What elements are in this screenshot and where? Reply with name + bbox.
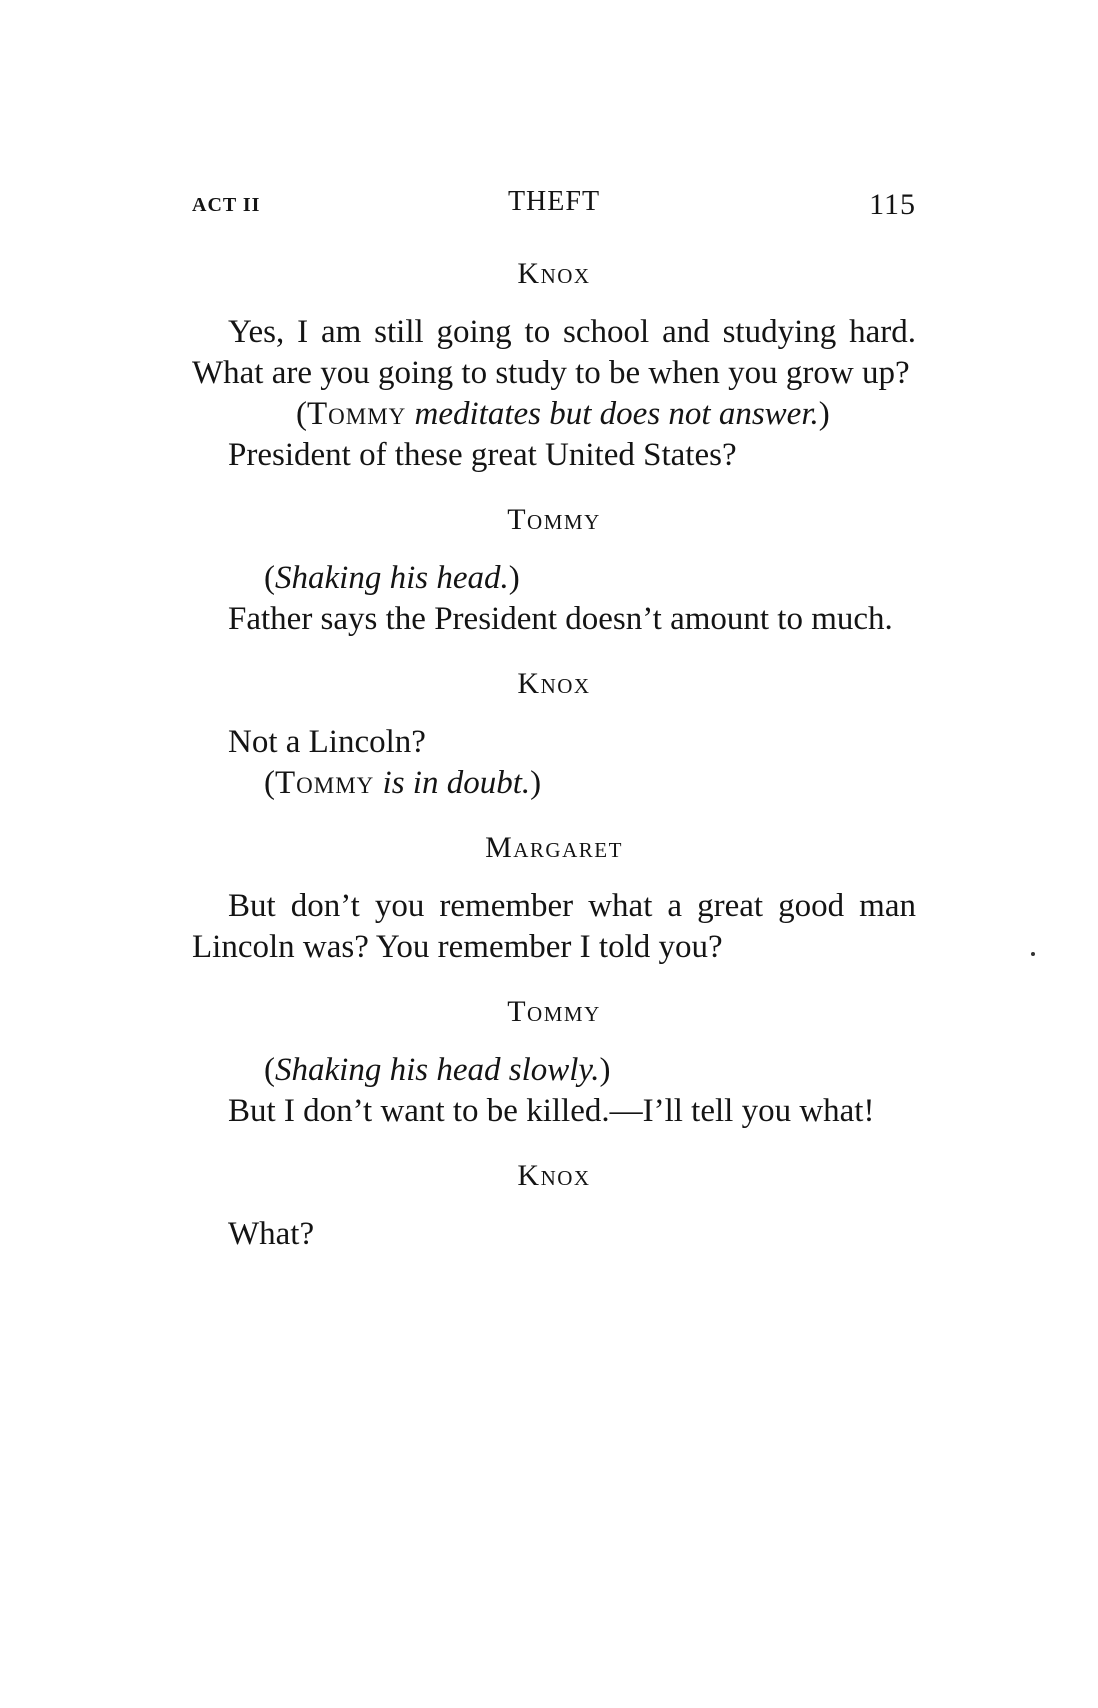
scan-speck (1031, 952, 1035, 956)
stage-text: Shaking his head. (275, 560, 509, 596)
dialogue-line: Father says the President doesn’t amount to much. (228, 601, 893, 637)
stage-text: meditates but does not answer. (414, 396, 819, 432)
speaker-name: Knox (517, 667, 591, 700)
dialogue-line: Not a Lincoln? (228, 724, 426, 760)
stage-direction: (Shaking his head.) (264, 560, 520, 596)
speaker-name: Knox (517, 1159, 591, 1192)
dialogue-line: But don’t you remember what a great good man Lincoln was? You remember I told you? (192, 888, 916, 965)
speaker-name: Knox (517, 257, 591, 290)
play-text (192, 256, 916, 1255)
stage-character: Tommy (275, 765, 375, 801)
stage-direction: (Tommy is in doubt.) (264, 765, 542, 801)
stage-direction: (Tommy meditates but does not answer.) (296, 396, 830, 432)
act-label: ACT II (192, 194, 261, 216)
page-title: THEFT (507, 186, 601, 217)
stage-text: Shaking his head slowly. (275, 1052, 600, 1088)
dialogue-line: President of these great United States? (228, 437, 737, 473)
dialogue-line: Yes, I am still going to school and studying hard. What are you going to study to be when you grow up? (192, 314, 916, 391)
speaker-name: Tommy (507, 503, 601, 536)
dialogue-line: But I don’t want to be killed.—I’ll tell you what! (228, 1093, 875, 1129)
stage-direction: (Shaking his head slowly.) (264, 1052, 611, 1088)
page-number: 115 (869, 188, 916, 221)
dialogue-line: What? (228, 1216, 315, 1252)
stage-text: is in doubt. (382, 765, 531, 801)
speaker-name: Tommy (507, 995, 601, 1028)
running-head (192, 186, 916, 226)
stage-character: Tommy (307, 396, 407, 432)
speaker-name: Margaret (485, 831, 623, 864)
